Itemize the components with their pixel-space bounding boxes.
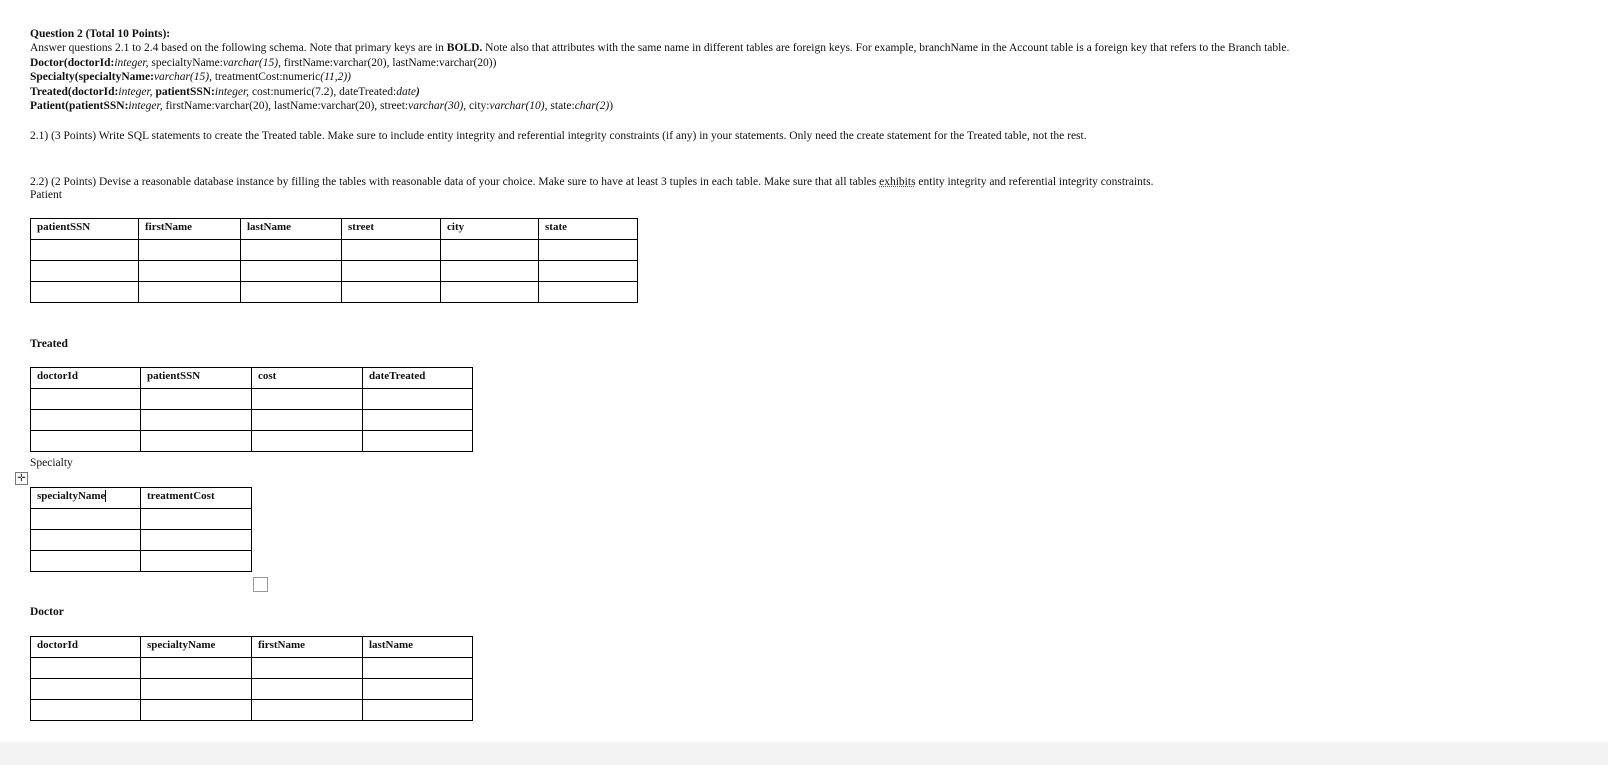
empty-cell[interactable] [141, 679, 252, 700]
text-cursor: specialtyName [37, 490, 106, 502]
schema-patient [30, 99, 613, 113]
table-row [31, 261, 638, 282]
empty-cell[interactable] [139, 261, 241, 282]
s: char(2) [574, 100, 610, 112]
s: specialtyName: [78, 71, 154, 83]
empty-cell[interactable] [141, 410, 252, 431]
empty-cell[interactable] [141, 389, 252, 410]
s: ) [416, 86, 420, 98]
empty-cell[interactable] [141, 551, 252, 572]
treated-table[interactable] [30, 367, 473, 452]
empty-cell[interactable] [31, 282, 139, 303]
table-row [31, 530, 252, 551]
empty-cell[interactable] [539, 261, 638, 282]
header-cell[interactable]: dateTreated [363, 368, 473, 389]
q22-grammar-flag[interactable]: exhibits [879, 176, 916, 188]
empty-cell[interactable] [539, 282, 638, 303]
empty-cell[interactable] [539, 240, 638, 261]
table-row [31, 658, 473, 679]
intro-text-2: Note also that attributes with the same name in different tables are foreign keys. For example, branchName in the Account table is a foreign key that refers to the Branch table. [482, 42, 1290, 54]
empty-cell[interactable] [141, 509, 252, 530]
s: firstName:varchar(20), lastName:varchar(20), street: [162, 100, 409, 112]
s: varchar(10), [489, 100, 548, 112]
q22-text: 2.2) (2 Points) Devise a reasonable database instance by filling the tables with reasonable data of your choice. Make sure to have at least 3 tuples in each table. Make sure that all tables [30, 176, 880, 188]
question-intro [30, 41, 1289, 55]
empty-cell[interactable] [31, 700, 141, 721]
table-row [31, 700, 473, 721]
empty-cell[interactable] [441, 240, 539, 261]
empty-cell[interactable] [141, 700, 252, 721]
table-header-row [31, 488, 252, 509]
header-cell[interactable]: patientSSN [31, 219, 139, 240]
table-header-row [31, 637, 473, 658]
intro-text: Answer questions 2.1 to 2.4 based on the following schema. Note that primary keys are in [30, 42, 447, 54]
header-cell[interactable]: street [342, 219, 441, 240]
empty-cell[interactable] [252, 700, 363, 721]
s: integer, [118, 86, 153, 98]
header-cell[interactable]: state [539, 219, 638, 240]
header-cell[interactable]: doctorId [31, 368, 141, 389]
s: cost:numeric(7.2), dateTreated: [249, 86, 397, 98]
s: Specialty( [30, 71, 79, 83]
s: varchar(15), [222, 57, 281, 69]
empty-cell[interactable] [31, 261, 139, 282]
patient-table[interactable] [30, 218, 638, 303]
s: (11,2)) [320, 71, 351, 83]
schema-doctor [30, 56, 496, 70]
header-cell[interactable] [31, 488, 141, 509]
empty-cell[interactable] [252, 431, 363, 452]
header-cell[interactable]: doctorId [31, 637, 141, 658]
question-2-1: 2.1) (3 Points) Write SQL statements to create the Treated table. Make sure to include entity integrity and referential integrity constraints (if any) in your statements. Only need the create statement for the Treated table, not the rest. [30, 130, 1087, 142]
header-cell[interactable]: firstName [252, 637, 363, 658]
header-cell[interactable]: specialtyName [141, 637, 252, 658]
empty-cell[interactable] [31, 431, 141, 452]
table-row [31, 551, 252, 572]
doctor-table[interactable] [30, 636, 473, 721]
empty-cell[interactable] [141, 530, 252, 551]
empty-cell[interactable] [441, 282, 539, 303]
empty-cell[interactable] [363, 410, 473, 431]
patient-label: Patient [30, 189, 62, 201]
s: Patient( [30, 100, 69, 112]
s: ) [609, 100, 614, 112]
s: state: [547, 100, 575, 112]
header-cell[interactable]: firstName [139, 219, 241, 240]
s: Doctor( [30, 57, 68, 69]
s: Treated( [30, 86, 72, 98]
empty-cell[interactable] [252, 679, 363, 700]
header-cell[interactable]: cost [252, 368, 363, 389]
empty-cell[interactable] [31, 389, 141, 410]
schema-specialty [30, 70, 351, 84]
question-2-2 [30, 175, 1153, 189]
s: treatmentCost:numeric [211, 71, 321, 83]
empty-cell[interactable] [31, 509, 141, 530]
empty-cell[interactable] [252, 389, 363, 410]
s: patientSSN: [152, 86, 215, 98]
s: varchar(15), [153, 71, 212, 83]
s: patientSSN: [68, 100, 129, 112]
empty-cell[interactable] [363, 389, 473, 410]
empty-cell[interactable] [31, 240, 139, 261]
header-cell[interactable]: treatmentCost [141, 488, 252, 509]
table-row [31, 240, 638, 261]
table-row [31, 679, 473, 700]
s: integer, [128, 100, 163, 112]
q22-text-2: entity integrity and referential integrity constraints. [915, 176, 1154, 188]
table-row [31, 282, 638, 303]
table-row [31, 389, 473, 410]
table-row [31, 410, 473, 431]
specialty-table[interactable] [30, 487, 252, 572]
s: firstName:varchar(20), lastName:varchar(20)) [280, 57, 497, 69]
empty-cell[interactable] [252, 410, 363, 431]
s: date [396, 86, 416, 98]
header-cell[interactable]: city [441, 219, 539, 240]
table-header-row [31, 219, 638, 240]
treated-label: Treated [30, 338, 68, 350]
empty-cell[interactable] [31, 551, 141, 572]
table-header-row [31, 368, 473, 389]
empty-cell[interactable] [342, 240, 441, 261]
specialty-label: Specialty [30, 457, 73, 469]
table-resize-handle-icon[interactable] [253, 577, 268, 592]
table-move-handle-icon[interactable]: ✛ [15, 472, 28, 485]
empty-cell[interactable] [241, 240, 342, 261]
table-row [31, 431, 473, 452]
empty-cell[interactable] [31, 530, 141, 551]
empty-cell[interactable] [31, 658, 141, 679]
header-cell[interactable]: lastName [241, 219, 342, 240]
doctor-label: Doctor [30, 606, 64, 618]
empty-cell[interactable] [141, 658, 252, 679]
header-cell[interactable]: patientSSN [141, 368, 252, 389]
s: integer, [114, 57, 149, 69]
empty-cell[interactable] [139, 282, 241, 303]
empty-cell[interactable] [139, 240, 241, 261]
table-row [31, 509, 252, 530]
s: doctorId: [71, 86, 119, 98]
s: doctorId: [67, 57, 115, 69]
s: integer, [214, 86, 250, 98]
empty-cell[interactable] [241, 261, 342, 282]
empty-cell[interactable] [363, 658, 473, 679]
s: city: [466, 100, 490, 112]
empty-cell[interactable] [141, 431, 252, 452]
s: specialtyName: [148, 57, 223, 69]
s: varchar(30), [408, 100, 467, 112]
horizontal-scrollbar[interactable] [0, 742, 1608, 765]
schema-treated [30, 85, 420, 99]
empty-cell[interactable] [363, 679, 473, 700]
question-title: Question 2 (Total 10 Points): [30, 28, 171, 40]
empty-cell[interactable] [363, 700, 473, 721]
empty-cell[interactable] [342, 261, 441, 282]
empty-cell[interactable] [342, 282, 441, 303]
empty-cell[interactable] [441, 261, 539, 282]
intro-bold: BOLD. [446, 42, 483, 54]
empty-cell[interactable] [252, 658, 363, 679]
empty-cell[interactable] [31, 679, 141, 700]
empty-cell[interactable] [241, 282, 342, 303]
empty-cell[interactable] [31, 410, 141, 431]
empty-cell[interactable] [363, 431, 473, 452]
header-cell[interactable]: lastName [363, 637, 473, 658]
